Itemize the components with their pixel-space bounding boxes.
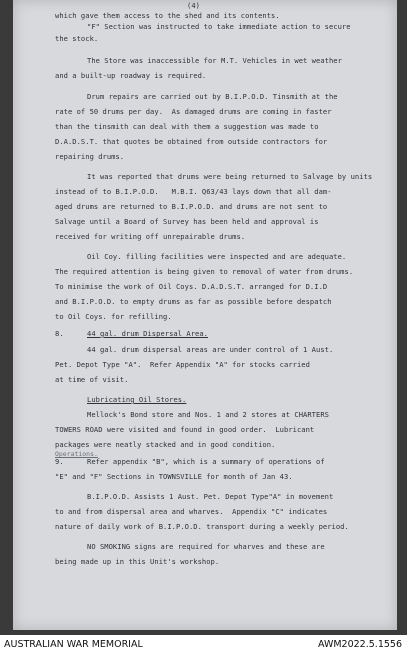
page-number: (4): [187, 1, 200, 10]
document-page: [13, 0, 397, 630]
text-line: instead of to B.I.P.O.D. M.B.I. Q63/43 lays down that all dam-: [55, 187, 332, 196]
archive-reference: AWM2022.5.1556: [317, 639, 402, 650]
text-line: repairing drums.: [55, 152, 125, 161]
text-line: D.A.D.S.T. that quotes be obtained from outside contractors for: [55, 137, 328, 146]
text-line: NO SMOKING signs are required for wharves and these are: [87, 542, 325, 551]
text-line: 44 gal. drum dispersal areas are under control of 1 Aust.: [87, 345, 334, 354]
text-line: The required attention is being given to removal of water from drums.: [55, 267, 354, 276]
archive-name: AUSTRALIAN WAR MEMORIAL: [4, 639, 143, 650]
text-line: to and from dispersal area and wharves. Appendix "C" indicates: [55, 507, 328, 516]
text-line: at time of visit.: [55, 375, 129, 384]
text-line: Pet. Depot Type "A". Refer Appendix "A" for stocks carried: [55, 360, 310, 369]
text-line: and a built-up roadway is required.: [55, 71, 207, 80]
text-line: Refer appendix "B", which is a summary of operations of: [87, 457, 325, 466]
text-line: "E" and "F" Sections in TOWNSVILLE for month of Jan 43.: [55, 472, 293, 481]
text-line: which gave them access to the shed and its contents.: [55, 11, 280, 20]
text-line: "F" Section was instructed to take immediate action to secure: [87, 22, 351, 31]
text-line: and B.I.P.O.D. to empty drums as far as possible before despatch: [55, 297, 332, 306]
text-line: The Store was inaccessible for M.T. Vehicles in wet weather: [87, 56, 342, 65]
section-heading: 44 gal. drum Dispersal Area.: [87, 329, 208, 338]
text-line: being made up in this Unit's workshop.: [55, 557, 220, 566]
text-line: aged drums are returned to B.I.P.O.D. and drums are not sent to: [55, 202, 328, 211]
text-line: the stock.: [55, 34, 99, 43]
text-line: nature of daily work of B.I.P.O.D. transport during a weekly period.: [55, 522, 349, 531]
archive-footer: [0, 635, 407, 653]
section-number: 9.: [55, 457, 64, 466]
text-line: rate of 50 drums per day. As damaged drums are coming in faster: [55, 107, 332, 116]
section-number: 8.: [55, 329, 64, 338]
section-heading: Lubricating Oil Stores.: [87, 395, 187, 404]
margin-heading: Operations.: [55, 450, 98, 458]
text-line: To minimise the work of Oil Coys. D.A.D.S.T. arranged for D.I.D: [55, 282, 328, 291]
text-line: packages were neatly stacked and in good condition.: [55, 440, 276, 449]
text-line: than the tinsmith can deal with them a suggestion was made to: [55, 122, 319, 131]
text-line: Mellock's Bond store and Nos. 1 and 2 stores at CHARTERS: [87, 410, 329, 419]
text-line: B.I.P.O.D. Assists 1 Aust. Pet. Depot Type"A" in movement: [87, 492, 334, 501]
text-line: TOWERS ROAD were visited and found in good order. Lubricant: [55, 425, 315, 434]
text-line: to Oil Coys. for refilling.: [55, 312, 172, 321]
text-line: received for writing off unrepairable drums.: [55, 232, 246, 241]
text-line: Salvage until a Board of Survey has been held and approval is: [55, 217, 319, 226]
text-line: Drum repairs are carried out by B.I.P.O.D. Tinsmith at the: [87, 92, 338, 101]
text-line: It was reported that drums were being returned to Salvage by units: [87, 172, 373, 181]
text-line: Oil Coy. filling facilities were inspected and are adequate.: [87, 252, 347, 261]
